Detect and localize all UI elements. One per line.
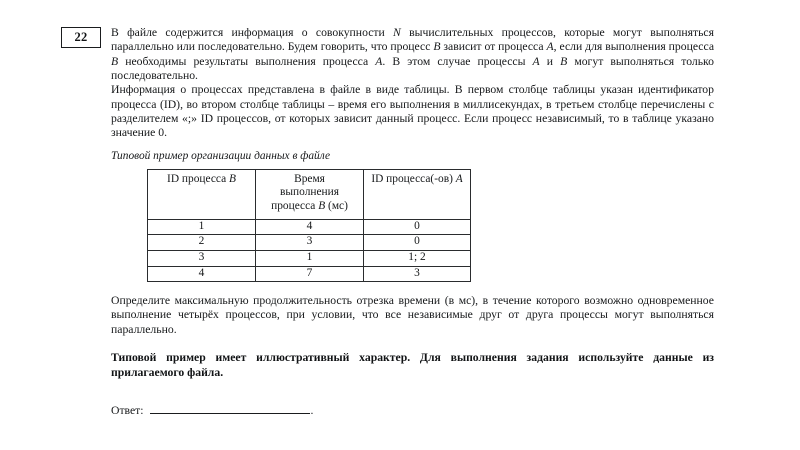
- table-header-dependencies: ID процесса(-ов) A: [364, 169, 471, 219]
- cell-execution-time: 7: [256, 266, 364, 282]
- question-number-box: [61, 27, 101, 48]
- cell-execution-time: 1: [256, 250, 364, 266]
- table-header-row: [148, 169, 471, 219]
- cell-dependencies: 1; 2: [364, 250, 471, 266]
- process-table: [147, 169, 471, 282]
- cell-dependencies: 0: [364, 235, 471, 251]
- table-head: [148, 169, 471, 219]
- table-header-execution-time: Время выполнения процесса B (мс): [256, 169, 364, 219]
- cell-dependencies: 0: [364, 219, 471, 235]
- intro-paragraph-1: В файле содержится информация о совокупности N вычислительных процессов, которые могут выполняться параллельно или последовательно. Будем говорить, что процесс B зависит от процесса A, если для выполнения процесса B необходимы результаты выполнения процесса A. В этом случае процессы A и B могут выполняться только последовательно.: [111, 26, 715, 83]
- answer-input-blank[interactable]: [150, 403, 310, 414]
- var-b: B: [318, 199, 326, 212]
- var-a: A: [532, 54, 540, 68]
- question-number: 22: [74, 29, 88, 44]
- cell-execution-time: 4: [256, 219, 364, 235]
- cell-execution-time: 3: [256, 235, 364, 251]
- table-row: [148, 266, 471, 282]
- cell-process-id: 3: [148, 250, 256, 266]
- answer-label: Ответ:: [111, 403, 144, 417]
- var-b: B: [433, 40, 441, 54]
- var-b: B: [111, 54, 119, 68]
- cell-process-id: 4: [148, 266, 256, 282]
- table-row: [148, 250, 471, 266]
- var-n: N: [393, 26, 401, 39]
- intro-paragraph-2: Информация о процессах представлена в файле в виде таблицы. В первом столбце таблицы указан идентификатор процесса (ID), во втором столбце таблицы – время его выполнения в миллисекундах, в третьем столбце перечислены с разделителем «;» ID процессов, от которых зависит данный процесс. Если процесс независимый, то в таблице указано значение 0.: [111, 83, 714, 140]
- table-row: [148, 219, 471, 235]
- table-row: [148, 235, 471, 251]
- var-b: B: [560, 54, 568, 68]
- header-line-1: Время: [294, 172, 325, 185]
- var-a: A: [455, 172, 463, 185]
- table-caption: Типовой пример организации данных в файле: [111, 149, 331, 162]
- var-b: B: [228, 172, 236, 185]
- table-body: [148, 219, 471, 281]
- answer-trailing-dot: .: [310, 403, 314, 417]
- question-paragraph: Определите максимальную продолжительность отрезка времени (в мс), в течение которого возможно одновременное выполнение четырёх процессов, при условии, что все независимые друг от друга процессы могут выполняться параллельно.: [111, 294, 714, 336]
- note-paragraph: Типовой пример имеет иллюстративный характер. Для выполнения задания используйте данные из прилагаемого файла.: [111, 351, 714, 379]
- cell-process-id: 2: [148, 235, 256, 251]
- table-header-process-id: ID процесса B: [148, 169, 256, 219]
- cell-process-id: 1: [148, 219, 256, 235]
- var-a: A: [546, 40, 554, 54]
- cell-dependencies: 3: [364, 266, 471, 282]
- question-content: [111, 26, 714, 418]
- question-section: [111, 294, 714, 380]
- var-a: A: [375, 54, 383, 68]
- header-line-2: выполнения: [280, 186, 339, 199]
- example-table-wrapper: [111, 169, 714, 282]
- answer-row: [111, 403, 714, 418]
